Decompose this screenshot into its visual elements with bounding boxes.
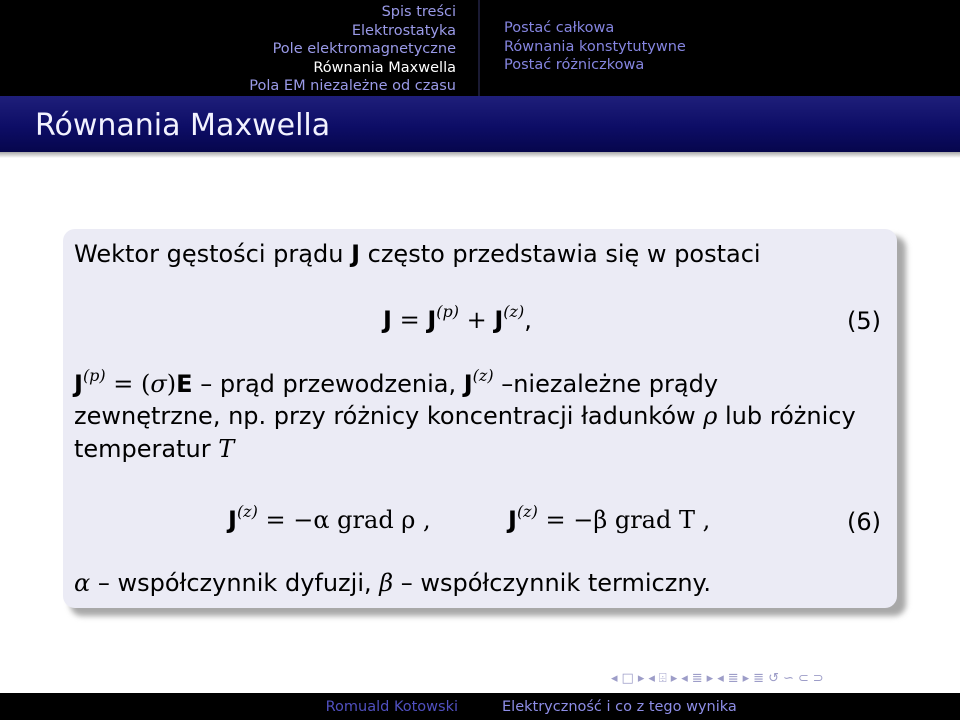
next-section-icon[interactable]: ▸ <box>742 670 750 686</box>
subsection-icon[interactable]: ≣ <box>691 670 703 686</box>
search-icon[interactable]: ∽ <box>782 670 794 686</box>
zoom-in-icon[interactable]: ⊃ <box>812 670 824 686</box>
footer-author: Romuald Kotowski <box>325 698 458 715</box>
next-subsection-icon[interactable]: ▸ <box>706 670 714 686</box>
frame-title: Równania Maxwella <box>35 108 331 143</box>
back-icon[interactable]: ↺ <box>768 670 779 686</box>
nav-subsection-constitutive[interactable]: Równania konstytutywne <box>504 38 686 55</box>
navigation-symbols <box>611 668 824 688</box>
coefficients-description: α – współczynnik dyfuzji, β – współczynnik termiczny. <box>74 569 711 597</box>
prev-section-icon[interactable]: ◂ <box>717 670 724 686</box>
next-frame-icon[interactable]: ▸ <box>670 670 678 686</box>
prev-subsection-icon[interactable]: ◂ <box>681 670 688 686</box>
nav-subsection-integral-form[interactable]: Postać całkowa <box>504 20 615 36</box>
document-icon[interactable]: ≣ <box>753 670 765 686</box>
slide-icon[interactable]: □ <box>621 670 634 686</box>
nav-section-static-fields[interactable]: Pola EM niezależne od czasu <box>249 78 456 94</box>
section-navigation <box>0 0 478 96</box>
nav-section-maxwell[interactable]: Równania Maxwella <box>313 59 456 76</box>
frame-icon[interactable]: ⌹ <box>658 670 667 686</box>
subsection-navigation <box>480 0 960 96</box>
nav-section-toc[interactable]: Spis treści <box>381 4 456 20</box>
section-icon[interactable]: ≣ <box>727 670 739 686</box>
next-slide-icon[interactable]: ▸ <box>637 670 645 686</box>
equation-6b: $J^{(z)} = -\beta$ grad T , <box>508 502 711 534</box>
zoom-out-icon[interactable]: ⊂ <box>797 670 809 686</box>
footer-bar <box>0 693 960 720</box>
nav-section-em-field[interactable]: Pole elektromagnetyczne <box>272 41 456 57</box>
paragraph-line-2: zewnętrzne, np. przy różnicy koncentracji ładunków ρ lub różnicy <box>74 402 856 430</box>
content-block <box>63 229 897 608</box>
paragraph-line-1: $J^{(p)} = (\sigma)E$ – prąd przewodzenia, $J^{(z)}$ –niezależne prądy <box>74 366 719 398</box>
footer-title: Elektryczność i co z tego wynika <box>502 698 737 715</box>
top-navigation-bar <box>0 0 960 96</box>
nav-subsection-differential-form[interactable]: Postać różniczkowa <box>504 57 645 73</box>
nav-section-electrostatics[interactable]: Elektrostatyka <box>351 22 456 39</box>
equation-number-5: (5) <box>847 307 881 335</box>
prev-frame-icon[interactable]: ◂ <box>648 670 655 686</box>
equation-5: $J = J^{(p)} + J^{(z)}$, <box>383 302 532 334</box>
paragraph-line-3: temperatur T <box>74 435 235 463</box>
title-bar-shadow <box>0 152 960 158</box>
equation-6a: $J^{(z)} = -\alpha$ grad ρ , <box>228 502 431 534</box>
equation-number-6: (6) <box>847 508 881 536</box>
intro-text: Wektor gęstości prądu J często przedstawia się w postaci <box>74 240 761 268</box>
prev-slide-icon[interactable]: ◂ <box>611 670 618 686</box>
